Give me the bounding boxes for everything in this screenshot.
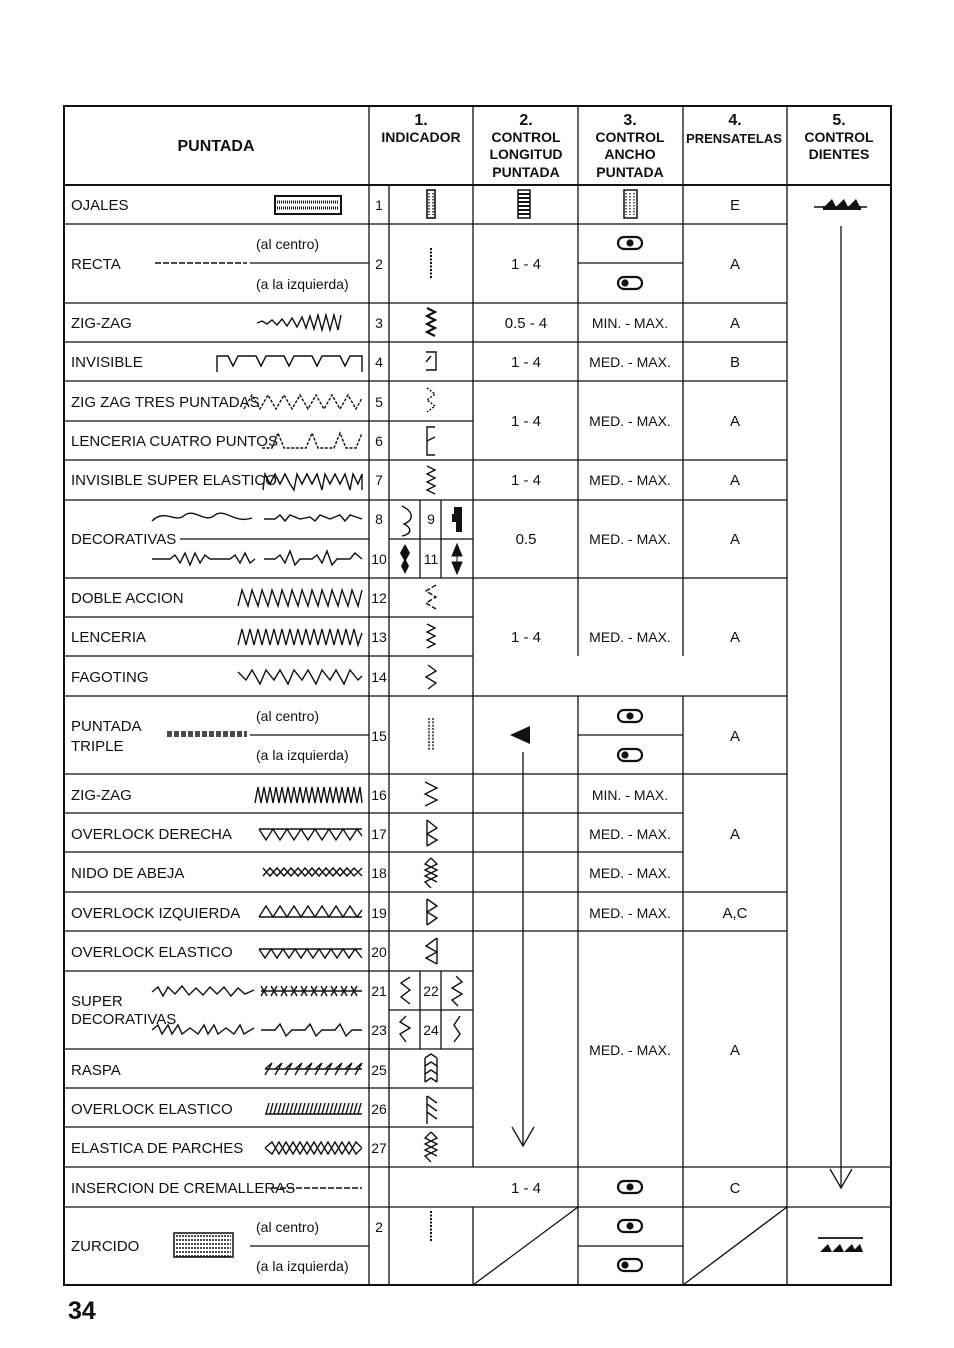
super-decorative-sample-icon <box>261 1024 362 1036</box>
width-value: MED. - MAX. <box>589 354 671 370</box>
row-label-parches: ELASTICA DE PARCHES <box>71 1140 244 1157</box>
row-label-nido: NIDO DE ABEJA <box>71 865 185 882</box>
buttonhole-length-icon <box>518 190 530 218</box>
decorative-sample-icon <box>152 513 252 521</box>
needle-position-icon <box>618 710 642 722</box>
width-value: MED. - MAX. <box>589 413 671 429</box>
overlock-right-indicator-icon <box>427 820 437 846</box>
triple-stitch-sample-icon <box>167 732 247 736</box>
stitch-number: 16 <box>371 787 387 803</box>
zigzag2-indicator-icon <box>425 782 437 806</box>
blindhem-sample-icon <box>217 356 362 372</box>
foot-value: A <box>729 531 741 548</box>
foot-value: A,C <box>722 905 748 922</box>
row-label-invisible-el: INVISIBLE SUPER ELASTICO <box>71 472 277 489</box>
presser-foot-column <box>722 197 747 1197</box>
foot-value: A <box>729 413 741 430</box>
double-action-sample-icon <box>238 590 362 606</box>
foot-value: E <box>729 197 741 214</box>
feed-dogs-column <box>814 199 867 1252</box>
indicator-icons <box>400 190 462 1241</box>
needle-position-icon <box>618 237 642 249</box>
position-center-label: (al centro) <box>256 1219 320 1235</box>
three-step-indicator-icon <box>427 388 435 412</box>
four-point-indicator-icon <box>427 427 435 455</box>
position-center-label: (al centro) <box>256 708 320 724</box>
fagoting-indicator-icon <box>426 665 436 689</box>
row-label-zigzag3: ZIG ZAG TRES PUNTADAS <box>71 394 260 411</box>
three-step-zigzag-sample-icon <box>244 395 362 409</box>
stitch-number: 24 <box>423 1022 439 1038</box>
foot-value: A <box>729 472 741 489</box>
zigzag-sample-icon <box>257 315 341 330</box>
stitch-samples <box>152 196 362 1257</box>
header-col4-num: 4. <box>728 112 742 129</box>
foot-value: A <box>729 826 741 843</box>
stitch-number: 17 <box>371 826 387 842</box>
row-label-ov-el2: OVERLOCK ELASTICO <box>71 1101 233 1118</box>
width-value: MED. - MAX. <box>589 1042 671 1058</box>
needle-position-icon <box>618 1220 642 1232</box>
stitch-number: 19 <box>371 905 387 921</box>
length-value: 0.5 <box>515 531 537 548</box>
stitch-number: 10 <box>371 551 387 567</box>
stitch-number: 8 <box>375 511 383 527</box>
stitch-number: 3 <box>375 315 383 331</box>
stitch-number: 2 <box>375 256 383 272</box>
feed-dogs-down-icon <box>818 1238 863 1252</box>
row-label-recta: RECTA <box>71 256 121 273</box>
width-value: MED. - MAX. <box>589 905 671 921</box>
width-value: MIN. - MAX. <box>591 787 669 803</box>
decorative-sample-icon <box>152 553 255 565</box>
row-label-invisible: INVISIBLE <box>71 354 143 371</box>
header-col3-line1: CONTROL <box>595 129 665 145</box>
needle-position-icon <box>618 749 642 761</box>
length-value: 1 - 4 <box>510 472 542 489</box>
down-arrow-icon <box>512 752 534 1146</box>
needle-position-icon <box>618 1259 642 1271</box>
super-decorative-indicator-icon <box>400 1016 410 1042</box>
stitch-number: 22 <box>423 983 439 999</box>
row-label-zigzag2: ZIG-ZAG <box>71 787 132 804</box>
overlock-elastic-sample-icon <box>259 949 362 958</box>
lingerie-sample-icon <box>238 629 362 645</box>
stitch-number: 18 <box>371 865 387 881</box>
row-label-lenceria: LENCERIA <box>71 629 147 646</box>
feed-dogs-up-icon <box>814 199 867 210</box>
down-arrow-icon <box>830 226 852 1188</box>
needle-position-icon <box>618 1181 642 1193</box>
left-arrow-icon <box>510 726 530 744</box>
decorative-indicator-icon <box>452 544 462 574</box>
stretch-blindhem-sample-icon <box>263 474 362 490</box>
stitch-number: 26 <box>371 1101 387 1117</box>
row-label-ojales: OJALES <box>71 197 129 214</box>
foot-value: A <box>729 1042 741 1059</box>
raspa-indicator-icon <box>425 1054 437 1082</box>
overlock-elastic2-indicator-icon <box>427 1096 437 1124</box>
row-label-doble: DOBLE ACCION <box>71 590 184 607</box>
stitch-width-column <box>589 190 671 1271</box>
length-value: 1 - 4 <box>510 413 542 430</box>
header-col3-line3: PUNTADA <box>596 164 664 180</box>
row-label-decorativas: DECORATIVAS <box>71 531 177 548</box>
buttonhole-icon <box>427 190 435 218</box>
header-col2-line3: PUNTADA <box>492 164 560 180</box>
width-value: MED. - MAX. <box>589 826 671 842</box>
stitch-number: 27 <box>371 1140 387 1156</box>
overlock-elastic-indicator-icon <box>426 938 437 964</box>
double-action-indicator-icon <box>426 585 436 609</box>
stitch-number: 23 <box>371 1022 387 1038</box>
stitch-number: 21 <box>371 983 387 999</box>
position-left-label: (a la izquierda) <box>256 747 349 763</box>
position-left-label: (a la izquierda) <box>256 276 349 292</box>
header-col3-num: 3. <box>623 112 637 129</box>
overlock-right-sample-icon <box>259 829 362 840</box>
position-left-label: (a la izquierda) <box>256 1258 349 1274</box>
zigzag-indicator-icon <box>427 308 435 336</box>
zigzag2-sample-icon <box>255 787 362 803</box>
width-value: MED. - MAX. <box>589 472 671 488</box>
width-value: MED. - MAX. <box>589 531 671 547</box>
honeycomb-sample-icon <box>263 868 362 876</box>
row-label-raspa: RASPA <box>71 1062 121 1079</box>
row-label-ov-el: OVERLOCK ELASTICO <box>71 944 233 961</box>
width-value: MIN. - MAX. <box>591 315 669 331</box>
row-label-zigzag: ZIG-ZAG <box>71 315 132 332</box>
row-label-lenceria4: LENCERIA CUATRO PUNTOS <box>71 433 278 450</box>
needle-position-icon <box>618 277 642 289</box>
super-decorative-indicator-icon <box>454 1016 460 1042</box>
darning-sample-icon <box>174 1233 233 1257</box>
width-value: MED. - MAX. <box>589 865 671 881</box>
stitch-number: 6 <box>375 433 383 449</box>
header-col4-title: PRENSATELAS <box>686 131 782 146</box>
stitch-number: 5 <box>375 394 383 410</box>
stretch-blindhem-indicator-icon <box>427 466 435 494</box>
row-label-ov-izq: OVERLOCK IZQUIERDA <box>71 905 241 922</box>
stitch-number: 1 <box>375 197 383 213</box>
triple-stitch-indicator-icon <box>429 718 433 750</box>
foot-value: A <box>729 315 741 332</box>
super-decorative-indicator-icon <box>401 977 410 1004</box>
stitch-number: 9 <box>427 511 435 527</box>
buttonhole-width-icon <box>624 190 637 218</box>
decorative-sample-icon <box>264 551 362 565</box>
buttonhole-sample-icon <box>275 196 341 214</box>
header-stitch: PUNTADA <box>177 138 255 155</box>
stitch-number: 14 <box>371 669 387 685</box>
length-value: 0.5 - 4 <box>504 315 548 332</box>
stitch-number: 7 <box>375 472 383 488</box>
header-col1-title: INDICADOR <box>381 129 461 145</box>
super-decorative-indicator-icon <box>452 976 462 1006</box>
table-header <box>177 112 874 180</box>
stitch-number: 12 <box>371 590 387 606</box>
foot-value: A <box>729 629 741 646</box>
position-center-label: (al centro) <box>256 236 320 252</box>
header-col1-num: 1. <box>414 112 428 129</box>
row-label-super-1: SUPER <box>71 993 123 1010</box>
foot-value: B <box>729 354 741 371</box>
row-label-triple-1: PUNTADA <box>71 718 142 735</box>
stitch-number: 2 <box>375 1219 383 1235</box>
super-decorative-sample-icon <box>261 986 362 996</box>
super-decorative-sample-icon <box>152 986 254 996</box>
header-col3-line2: ANCHO <box>604 146 656 162</box>
header-col5-line1: CONTROL <box>804 129 874 145</box>
row-label-triple-2: TRIPLE <box>71 738 124 755</box>
header-col2-line1: CONTROL <box>491 129 561 145</box>
row-label-cremalleras: INSERCION DE CREMALLERAS <box>71 1180 296 1197</box>
stitch-number: 15 <box>371 728 387 744</box>
fagoting-sample-icon <box>238 670 362 684</box>
raspa-sample-icon <box>265 1063 362 1075</box>
stitch-number: 4 <box>375 354 383 370</box>
foot-value: C <box>729 1180 741 1197</box>
row-label-super-2: DECORATIVAS <box>71 1011 177 1028</box>
header-col5-num: 5. <box>832 112 846 129</box>
stitch-number: 13 <box>371 629 387 645</box>
length-value: 1 - 4 <box>510 629 542 646</box>
foot-value: A <box>729 728 741 745</box>
stitch-number: 20 <box>371 944 387 960</box>
super-decorative-sample-icon <box>152 1025 254 1034</box>
elastic-patch-indicator-icon <box>425 1132 437 1162</box>
stitch-number: 11 <box>423 551 439 567</box>
overlock-left-indicator-icon <box>427 899 437 925</box>
lingerie-indicator-icon <box>427 624 435 648</box>
decorative-sample-icon <box>264 515 362 521</box>
blindhem-indicator-icon <box>426 352 436 370</box>
stitch-number: 25 <box>371 1062 387 1078</box>
width-value: MED. - MAX. <box>589 629 671 645</box>
foot-value: A <box>729 256 741 273</box>
header-col2-num: 2. <box>519 112 533 129</box>
row-label-zurcido: ZURCIDO <box>71 1238 140 1255</box>
stitch-length-column <box>505 190 548 1197</box>
elastic-patch-sample-icon <box>265 1142 362 1154</box>
row-label-fagoting: FAGOTING <box>71 669 149 686</box>
decorative-indicator-icon <box>400 544 410 574</box>
header-col2-line2: LONGITUD <box>489 146 563 162</box>
length-value: 1 - 4 <box>510 256 542 273</box>
row-label-ov-der: OVERLOCK DERECHA <box>71 826 232 843</box>
honeycomb-indicator-icon <box>425 858 437 888</box>
overlock-elastic2-sample-icon <box>265 1103 362 1114</box>
overlock-left-sample-icon <box>259 906 362 917</box>
length-value: 1 - 4 <box>510 354 542 371</box>
page-number: 34 <box>68 1297 96 1325</box>
header-col5-line2: DIENTES <box>808 146 870 162</box>
decorative-indicator-icon <box>452 507 462 532</box>
decorative-indicator-icon <box>402 506 411 536</box>
length-value: 1 - 4 <box>510 1180 542 1197</box>
